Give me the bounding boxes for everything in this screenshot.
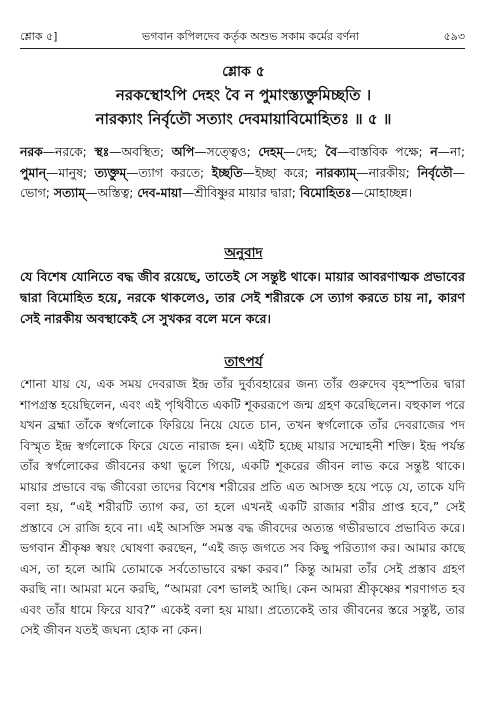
synonym-meaning: —দেহ; — [283, 145, 326, 159]
verse-line-2: নারক্যাং নির্বৃতৌ সত্যাং দেবমায়াবিমোহিতঃ ॥ ৫ ॥ — [95, 110, 392, 128]
page-number: ৫৯৩ — [443, 30, 465, 43]
synonym-meaning: —ত্যাগ করতে; — [126, 165, 212, 180]
synonym-word: সত্যাম্ — [53, 186, 86, 200]
synonym-meaning: —বাস্তবিক পক্ষে; — [337, 145, 431, 159]
synonym-word: দেহম্ — [258, 145, 284, 159]
synonym-word: স্থঃ — [94, 145, 110, 159]
synonym-meaning: —না; — [437, 145, 465, 159]
synonym-meaning: —নারকীয়; — [356, 165, 418, 180]
purport-heading: তাৎপর্য — [224, 354, 263, 370]
translation-heading: অনুবাদ — [224, 245, 263, 261]
running-head-verse-ref: শ্লোক ৫] — [20, 30, 58, 43]
synonym-word: ত্যক্তুম্ — [94, 165, 127, 180]
synonym-meaning: —শ্রীবিষ্ণুর মায়ার দ্বারা; — [181, 186, 300, 200]
synonyms-block — [20, 142, 465, 204]
synonym-word: পুমান্ — [20, 165, 47, 180]
synonym-word: ইচ্ছতি — [211, 165, 243, 180]
header-rule — [20, 48, 465, 49]
synonym-meaning: —সত্ত্বেও; — [194, 145, 259, 159]
synonym-word: দেব-মায়া — [137, 186, 182, 200]
verse-label: শ্লোক ৫ — [222, 64, 265, 80]
synonym-word: নির্বৃতৌ — [417, 165, 453, 180]
running-head — [20, 28, 465, 48]
translation-text: যে বিশেষ যোনিতে বদ্ধ জীব রয়েছে, তাতেই সে সন্তুষ্ট থাকে। মায়ার আবরণাত্মক প্রভাবের দ্বারা বিমোহিত হয়ে, নরকে থাকলেও, তার সেই শরীরকে সে ত্যাগ করতে চায় না, কারণ সেই নারকীয় অবস্থাকেই সে সুখকর বলে মনে করে। — [20, 269, 465, 326]
synonym-meaning: —অস্তিত্ব; — [85, 186, 138, 200]
synonym-meaning: —মোহাচ্ছন্ন। — [351, 186, 413, 200]
purport-text: শোনা যায় যে, এক সময় দেবরাজ ইন্দ্র তাঁর দুর্ব্যবহারের জন্য তাঁর গুরুদেব বৃহস্পতির দ্বারা শাপগ্রস্ত হয়েছিলেন, এবং এই পৃথিবীতে একটি শূকররূপে জন্ম গ্রহণ করেছিলেন। বহুকাল পরে যখন ব্রহ্মা তাঁকে স্বর্গলোকে ফিরিয়ে নিয়ে যেতে চান, তখন স্বর্গলোকে তাঁর দেবরাজের পদ বিস্মৃত ইন্দ্র স্বর্গলোকে ফিরে যেতে নারাজ হন। এইটি হচ্ছে মায়ার সম্মোহনী শক্তি। ইন্দ্র পর্যন্ত তাঁর স্বর্গলোকের জীবনের কথা ভুলে গিয়ে, একটি শূকরের জীবন লাভ করে সন্তুষ্ট থাকে। মায়ার প্রভাবে বদ্ধ জীবেরা তাদের বিশেষ শরীরের প্রতি এত আসক্ত হয়ে পড়ে যে, তাকে যদি বলা হয়, “এই শরীরটি ত্যাগ কর, তা হলে এখনই একটি রাজার শরীর প্রাপ্ত হবে,” সেই প্রস্তাবে সে রাজি হবে না। এই আসক্তি সমস্ত বদ্ধ জীবদের অত্যন্ত গভীরভাবে প্রভাবিত করে। ভগবান শ্রীকৃষ্ণ স্বয়ং ঘোষণা করছেন, “এই জড় জগতে সব কিছু পরিত্যাগ কর। আমার কাছে এস, তা হলে আমি তোমাকে সর্বতোভাবে রক্ষা করব।” কিন্তু আমরা তাঁর সেই প্রস্তাব গ্রহণ করছি না। আমরা মনে করছি, “আমরা বেশ ভালই আছি। কেন আমরা শ্রীকৃষ্ণের শরণাগত হব এবং তাঁর ধামে ফিরে যাব?” একেই বলা হয় মায়া। প্রত্যেকেই তার জীবনের স্তরে সন্তুষ্ট, তার সেই জীবন যতই জঘন্য হোক না কেন। — [20, 377, 465, 637]
verse-line-1: নরকস্থোঽপি দেহং বৈ ন পুমাংস্ত্যক্তুমিচ্ছতি । — [115, 86, 372, 104]
running-head-title: ভগবান কপিলদেব কর্তৃক অশুভ সকাম কর্মের বর্ণনা — [142, 30, 360, 43]
synonym-meaning: —ইচ্ছা করে; — [242, 165, 317, 180]
synonym-word: ন — [430, 145, 438, 159]
synonym-word: অপি — [171, 145, 195, 159]
synonym-meaning: —অবস্থিত; — [109, 145, 172, 159]
synonym-word: নারক্যাম্ — [316, 165, 357, 180]
synonym-meaning: —ভোগ; — [20, 165, 465, 200]
synonym-meaning: —নরকে; — [42, 145, 95, 159]
synonym-meaning: —মানুষ; — [46, 165, 95, 180]
synonym-word: বৈ — [325, 145, 338, 159]
synonym-word: নরক — [20, 145, 43, 159]
synonym-word: বিমোহিতঃ — [299, 186, 352, 200]
